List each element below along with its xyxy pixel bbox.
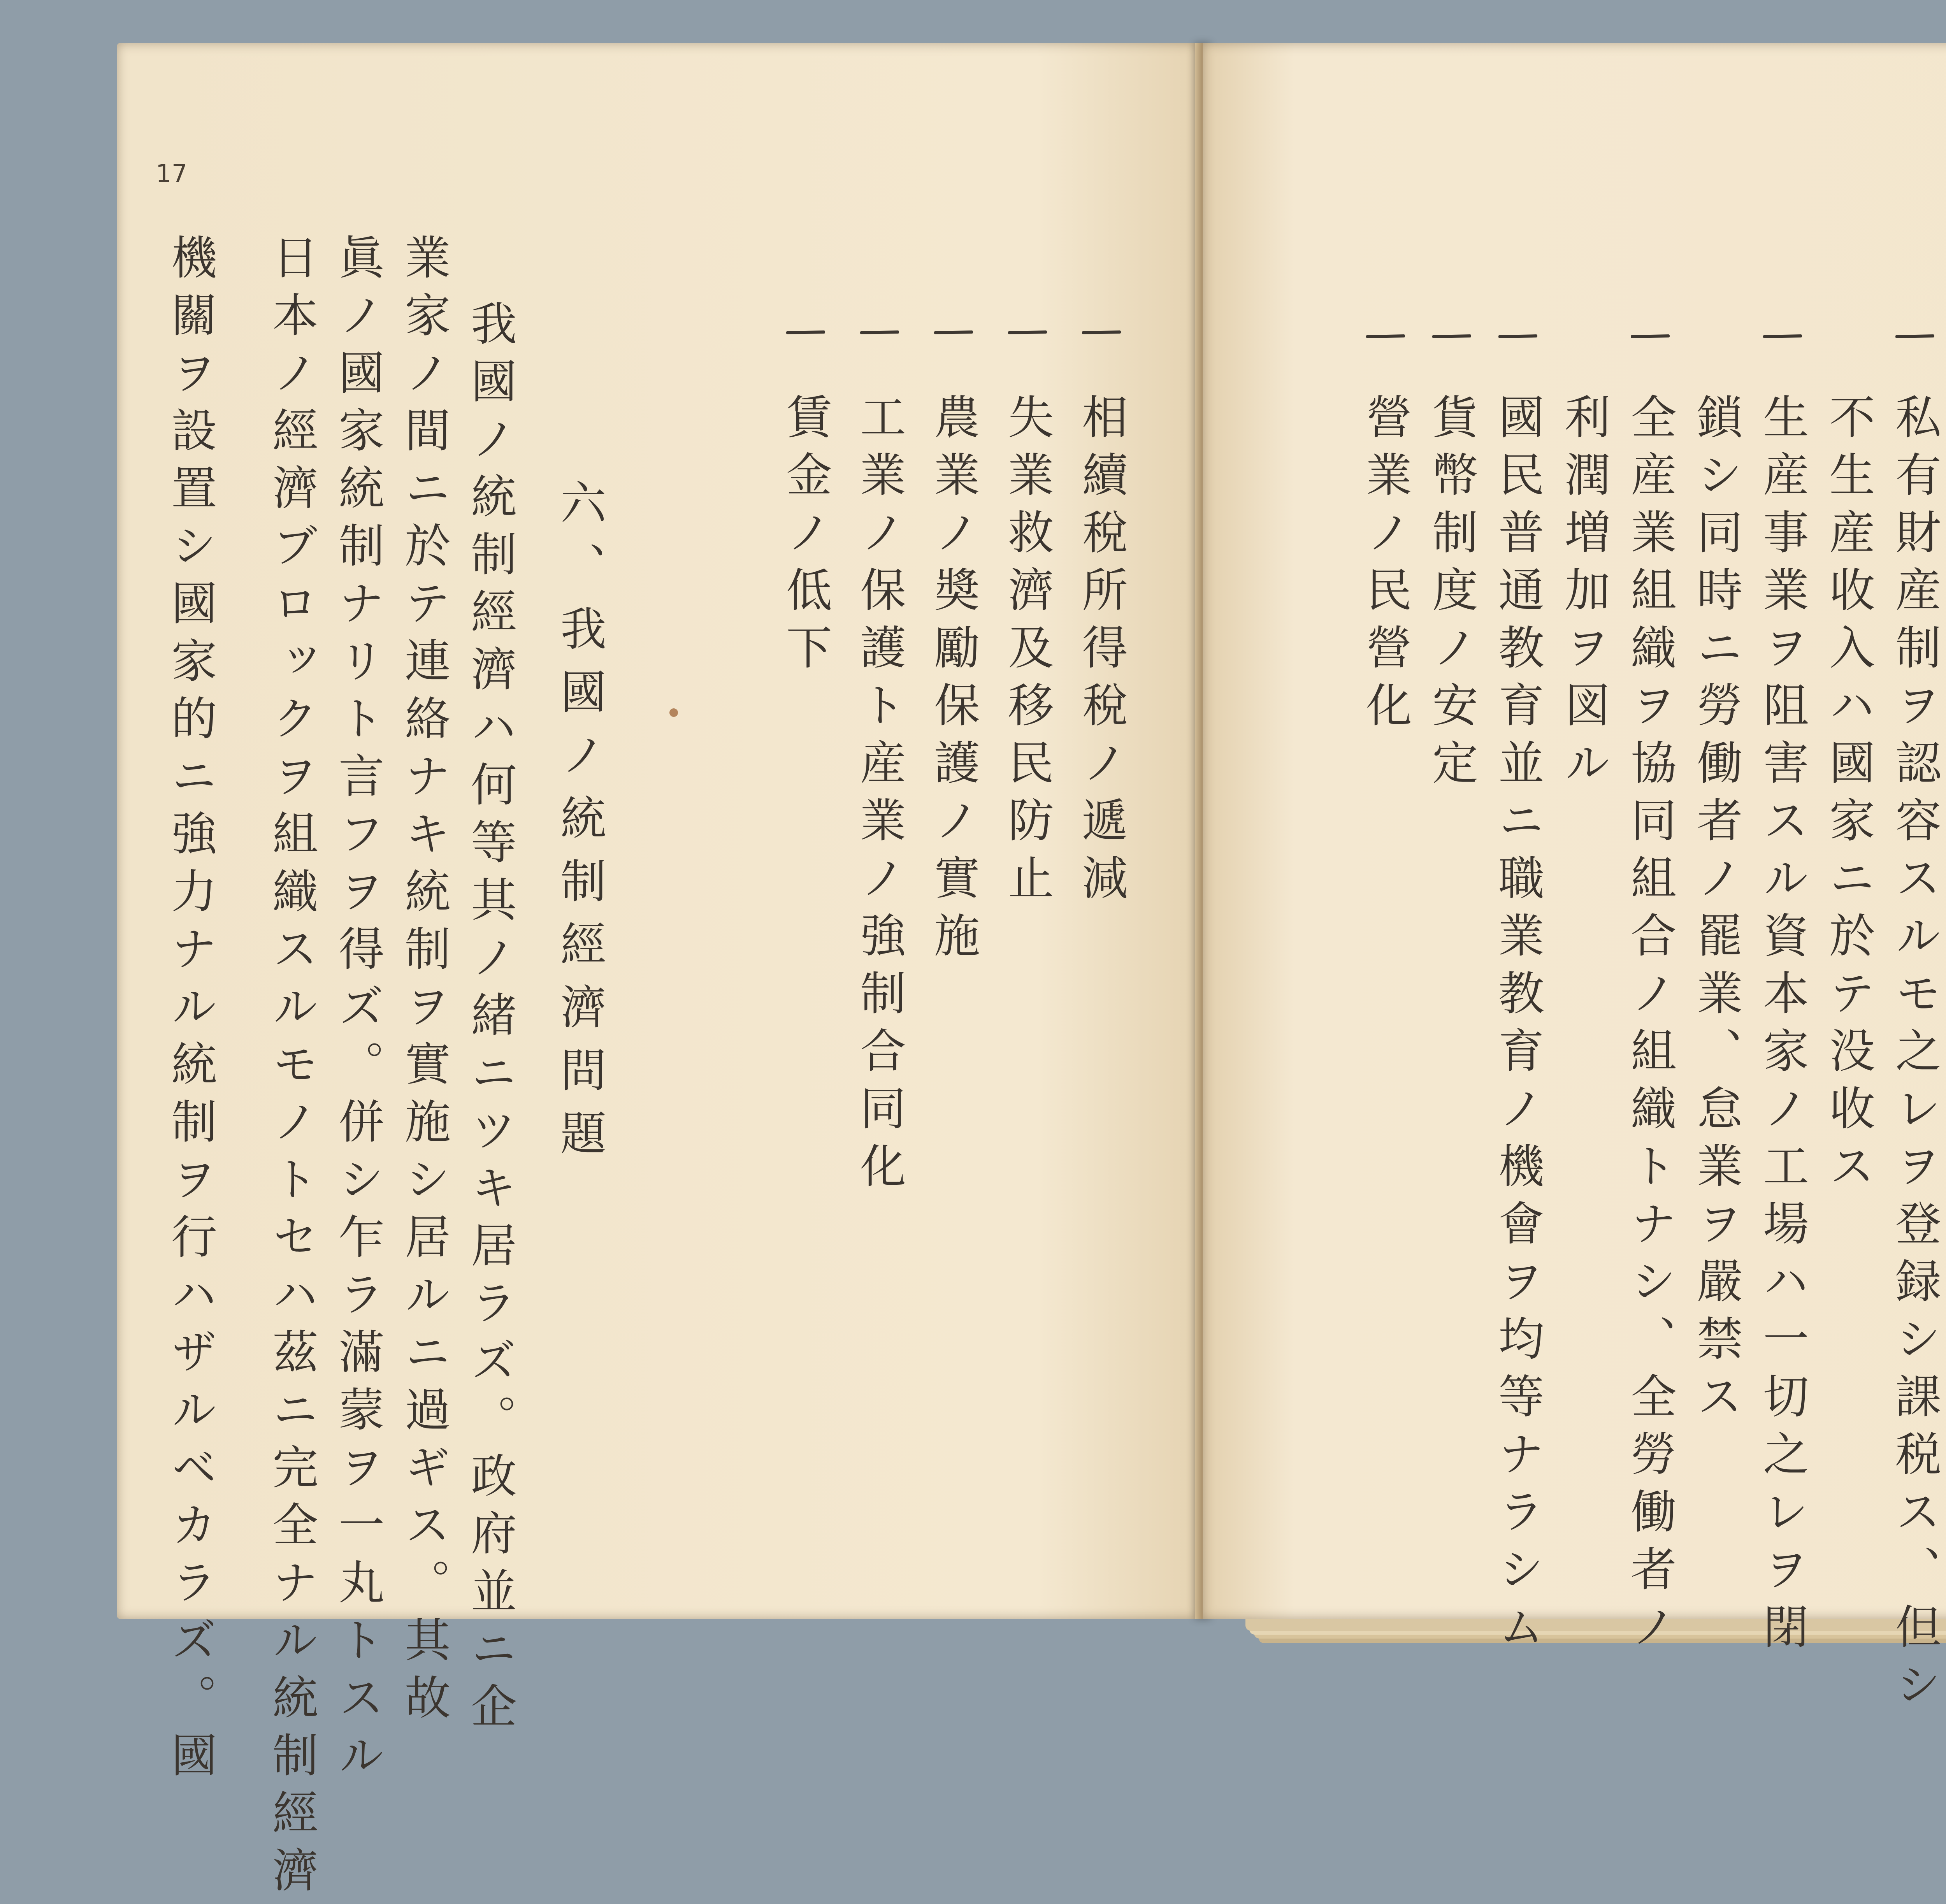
- bullet-item-5: 賃金ノ低下: [778, 393, 832, 681]
- section-heading: 六、我國ノ統制經濟問題: [553, 479, 606, 1172]
- body-line-2: 業家ノ間ニ於テ連絡ナキ統制ヲ實施シ居ルニ過ギス。其故: [397, 234, 451, 1731]
- bullet-dash: [1082, 330, 1121, 334]
- item-7-line-1: 營業ノ民營化: [1358, 393, 1412, 739]
- bullet-dash: [1366, 334, 1405, 338]
- bullet-dash: [1895, 334, 1934, 338]
- bullet-item-1: 相續稅所得稅ノ遞減: [1074, 393, 1128, 912]
- item-4-line-2: 利潤増加ヲ図ル: [1557, 393, 1611, 796]
- bullet-dash: [1763, 334, 1802, 338]
- bullet-dash: [934, 330, 973, 334]
- item-2-line-1: 私有財産制ヲ認容スルモ之レヲ登録シ課税ス、但シ: [1888, 393, 1941, 1718]
- body-line-5: 機關ヲ設置シ國家的ニ強力ナル統制ヲ行ハザルベカラズ。國: [163, 234, 217, 1789]
- bullet-dash: [1008, 330, 1047, 334]
- open-book: [117, 43, 1946, 1904]
- page-number-left: 17: [156, 160, 188, 188]
- bullet-item-4: 工業ノ保護ト産業ノ強制合同化: [852, 393, 906, 1200]
- body-line-1: 我國ノ統制經濟ハ何等其ノ緒ニツキ居ラズ。政府並ニ企: [463, 300, 517, 1740]
- item-3-line-2: 鎖シ同時ニ勞働者ノ罷業、怠業ヲ嚴禁ス: [1689, 393, 1743, 1430]
- body-line-3: 眞ノ國家統制ナリト言フヲ得ズ。併シ乍ラ滿蒙ヲ一丸トスル: [331, 234, 385, 1789]
- left-page: [117, 43, 1199, 1904]
- bullet-item-2: 失業救濟及移民防止: [1000, 393, 1054, 912]
- item-4-line-1: 全産業組織ヲ協同組合ノ組織トナシ、全勞働者ノ: [1623, 393, 1677, 1660]
- bullet-dash: [1432, 334, 1471, 338]
- paper-stain: [669, 708, 678, 717]
- bullet-dash: [1631, 334, 1670, 338]
- bullet-dash: [786, 330, 825, 334]
- item-3-line-1: 生産事業ヲ阻害スル資本家ノ工場ハ一切之レヲ閉: [1755, 393, 1809, 1660]
- bullet-item-3: 農業ノ奬勵保護ノ實施: [926, 393, 980, 969]
- item-2-line-2: 不生産收入ハ國家ニ於テ没收ス: [1821, 393, 1875, 1200]
- item-5-line-1: 國民普通教育並ニ職業教育ノ機會ヲ均等ナラシム: [1491, 393, 1544, 1660]
- bullet-dash: [1498, 334, 1537, 338]
- item-6-line-1: 貨幣制度ノ安定: [1424, 393, 1478, 796]
- bullet-dash: [860, 330, 899, 334]
- body-line-4: 日本ノ經濟ブロックヲ組織スルモノトセハ茲ニ完全ナル統制經濟: [265, 234, 318, 1904]
- right-page: [1203, 43, 1946, 1718]
